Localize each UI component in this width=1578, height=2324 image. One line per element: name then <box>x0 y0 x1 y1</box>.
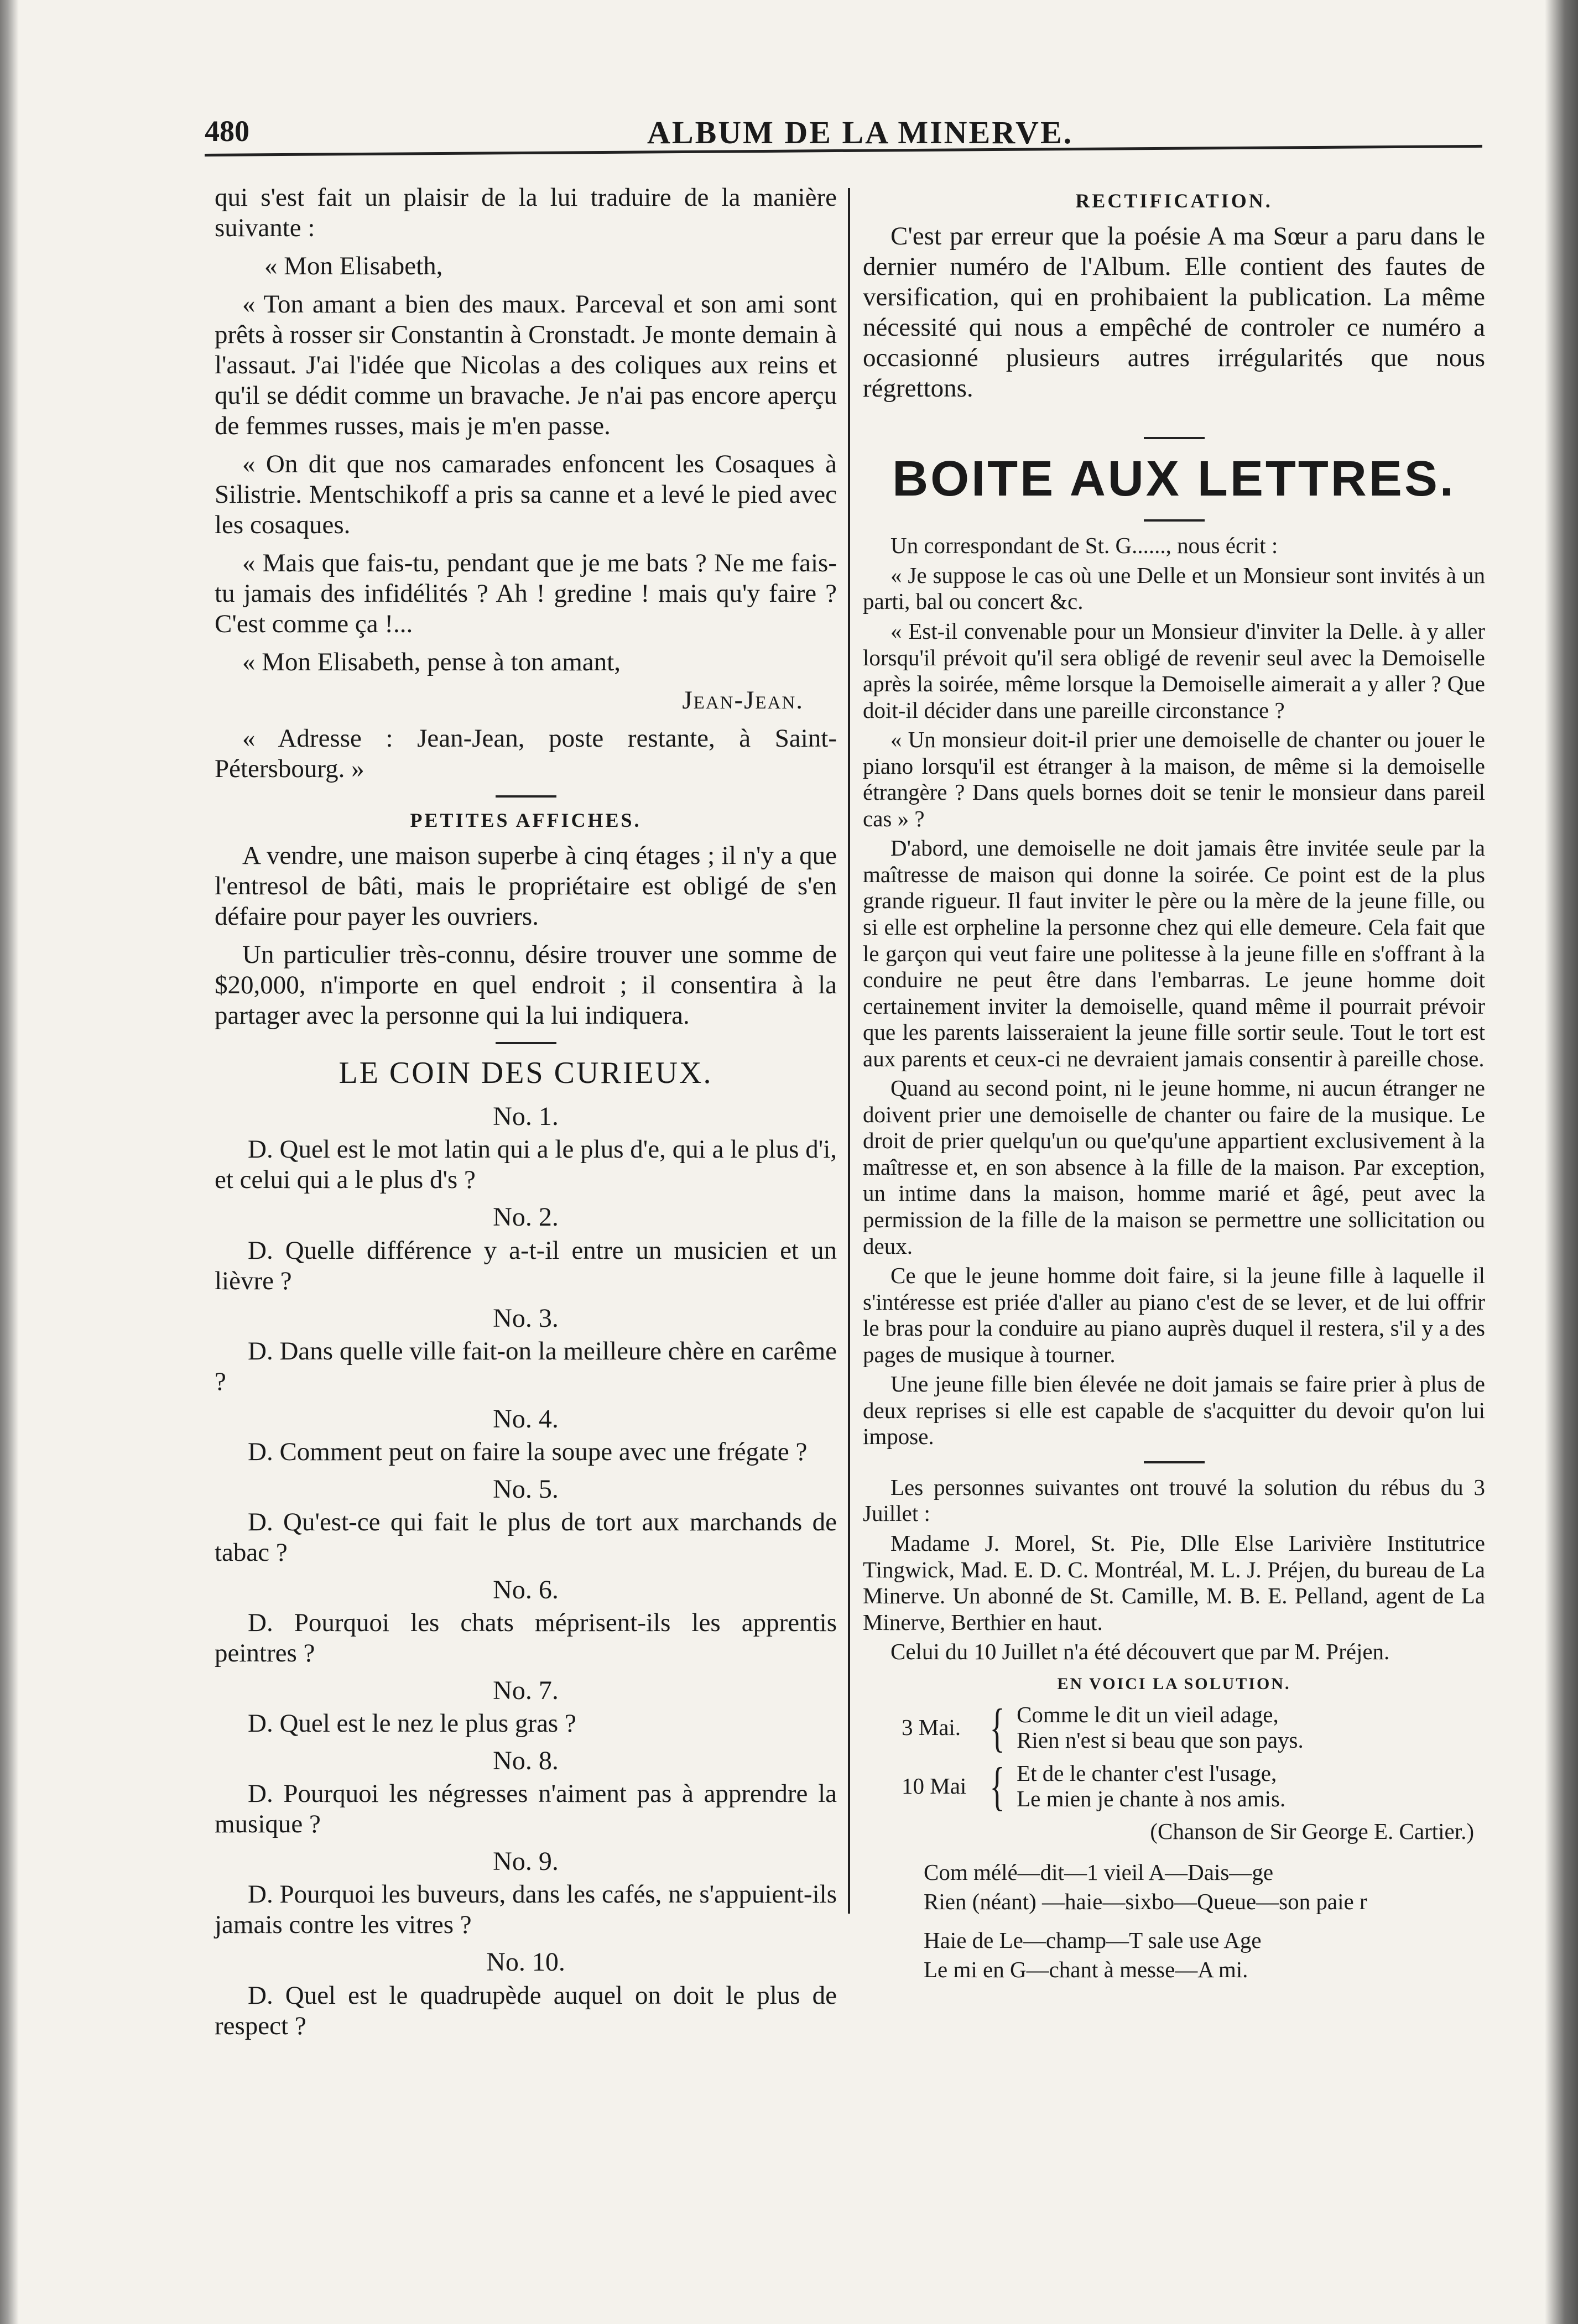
verse-block <box>902 1756 1485 1816</box>
running-title: ALBUM DE LA MINERVE. <box>647 114 1074 150</box>
letter-text: « Un monsieur doit-il prier une demoiselle de chanter ou jouer le piano lorsqu'il est étranger à la maison, de même si la demoiselle étrangère ? Dans quels bornes doit se tenir le monsieur dans pareil cas » ? <box>863 727 1485 831</box>
curieux-title: LE COIN DES CURIEUX. <box>338 1055 713 1090</box>
column-divider <box>848 188 850 1914</box>
boite-title: BOITE AUX LETTRES. <box>892 451 1456 507</box>
solvers-text: Les personnes suivantes ont trouvé la solution du rébus du 3 Juillet : <box>863 1474 1485 1526</box>
verse-block <box>902 1697 1485 1757</box>
verse-date: 10 Mai <box>902 1773 967 1799</box>
letter-text: Un correspondant de St. G......, nous écrit : <box>890 533 1278 559</box>
question-text: D. Quel est le quadrupède auquel on doit le plus de respect ? <box>215 1981 837 2040</box>
question-number: No. 7. <box>493 1676 559 1706</box>
section-rule <box>1144 519 1205 522</box>
letter-intro: qui s'est fait un plaisir de la lui traduire de la manière suivante : <box>215 183 837 242</box>
question-number: No. 2. <box>493 1202 559 1232</box>
verse-date: 3 Mai. <box>902 1714 961 1740</box>
question-number: No. 5. <box>493 1474 559 1504</box>
letter-text: Une jeune fille bien élevée ne doit jamais se faire prier à plus de deux reprises si elle est capable de s'acquitter du devoir qu'on lui impose. <box>863 1371 1485 1450</box>
question-number: No. 3. <box>493 1303 559 1333</box>
question-text: D. Qu'est-ce qui fait le plus de tort aux marchands de tabac ? <box>215 1507 837 1567</box>
question-number: No. 9. <box>493 1847 559 1877</box>
question-text: D. Quelle différence y a-t-il entre un musicien et un lièvre ? <box>215 1236 837 1295</box>
section-rule <box>496 1042 556 1044</box>
song-attribution: (Chanson de Sir George E. Cartier.) <box>1150 1818 1474 1844</box>
verse-line: Et de le chanter c'est l'usage, <box>1017 1760 1277 1786</box>
question-number: No. 4. <box>493 1404 559 1434</box>
letter-paragraph: « Mon Elisabeth, pense à ton amant, <box>242 647 621 676</box>
solvers-text: Celui du 10 Juillet n'a été découvert que par M. Préjen. <box>890 1639 1390 1665</box>
question-text: D. Pourquoi les buveurs, dans les cafés, ne s'appuient-ils jamais contre les vitres ? <box>215 1880 837 1940</box>
verse-line: Le mien je chante à nos amis. <box>1017 1785 1286 1811</box>
rebus-line: Le mi en G—chant à messe—A mi. <box>924 1957 1248 1983</box>
question-number: No. 1. <box>493 1102 559 1132</box>
verse-line: Comme le dit un vieil adage, <box>1017 1701 1279 1727</box>
question-text: D. Dans quelle ville fait-on la meilleure chère en carême ? <box>215 1336 837 1396</box>
affiche-item: Un particulier très-connu, désire trouver une somme de $20,000, n'importe en quel endroit ; il consentira à la partager avec la personne qui la lui indiquera. <box>215 940 837 1030</box>
section-rule <box>1144 437 1205 439</box>
rebus-line: Rien (néant) —haie—sixbo—Queue—son paie r <box>924 1889 1367 1915</box>
letter-signature: Jean-Jean. <box>682 685 804 715</box>
letter-text: « Est-il convenable pour un Monsieur d'inviter la Delle. à y aller lorsqu'il prévoit qu'il sera obligé de revenir seul avec la Demoiselle après la soirée, même lorsque la Demoiselle aimerait a y aller ? Que doit-il décider dans une pareille circonstance ? <box>863 618 1485 723</box>
rebus-line: Com mélé—dit—1 vieil A—Dais—ge <box>924 1859 1274 1885</box>
solution-label: EN VOICI LA SOLUTION. <box>1057 1674 1291 1693</box>
question-number: No. 10. <box>486 1947 565 1977</box>
letter-text: Ce que le jeune homme doit faire, si la jeune fille à laquelle il s'intéresse est priée d'aller au piano c'est de se lever, et de lui offrir le bras pour la conduire au piano auprès duquel il restera, s'il y a des pages de musique à tourner. <box>863 1263 1485 1367</box>
letter-salutation: « Mon Elisabeth, <box>264 251 443 280</box>
question-text: D. Quel est le mot latin qui a le plus d'e, qui a le plus d'i, et celui qui a le plus d's ? <box>215 1135 837 1195</box>
letter-text: « Je suppose le cas où une Delle et un Monsieur sont invités à un parti, bal ou concert &c. <box>863 562 1485 614</box>
solvers-text: Madame J. Morel, St. Pie, Dlle Else Larivière Institutrice Tingwick, Mad. E. D. C. Montréal, M. L. J. Préjen, du bureau de La Minerve. Un abonné de St. Camille, M. B. E. Pelland, agent de La Minerve, Berthier en haut. <box>863 1530 1485 1635</box>
left-column <box>215 183 837 2048</box>
affiche-item: A vendre, une maison superbe à cinq étages ; il n'y a que l'entresol de bâti, mais le propriétaire est obligé de s'en défaire pour payer les ouvriers. <box>215 841 837 931</box>
section-rule <box>1144 1461 1205 1463</box>
letter-paragraph: « On dit que nos camarades enfoncent les Cosaques à Silistrie. Mentschikoff a pris sa canne et a levé le pied avec les cosaques. <box>215 449 837 539</box>
question-text: D. Comment peut on faire la soupe avec une frégate ? <box>248 1437 808 1466</box>
question-number: No. 8. <box>493 1746 559 1776</box>
page-binding-shadow-left <box>0 0 19 2324</box>
letter-address: « Adresse : Jean-Jean, poste restante, à Saint-Pétersbourg. » <box>215 723 837 783</box>
verse-line: Rien n'est si beau que son pays. <box>1017 1727 1304 1753</box>
section-rule <box>496 795 556 798</box>
brace-icon: { <box>989 1697 1005 1757</box>
page-number: 480 <box>205 114 249 148</box>
page-header <box>205 108 1482 158</box>
letter-text: Quand au second point, ni le jeune homme, ni aucun étranger ne doivent prier une demoiselle de chanter ou faire de la musique. Le droit de prier quelqu'un ou que'qu'une appartient exclusivement à la maîtresse et, en son absence à la fille de la maison. Par exception, un intime dans la maison, homme marié et âgé, peut avec la permission de la fille de la maison se permettre une sollicitation ou deux. <box>863 1075 1485 1259</box>
question-text: D. Pourquoi les chats méprisent-ils les apprentis peintres ? <box>215 1608 837 1668</box>
page-edge-shadow-right <box>1545 0 1578 2324</box>
brace-icon: { <box>989 1756 1005 1816</box>
question-number: No. 6. <box>493 1575 559 1604</box>
question-text: D. Pourquoi les négresses n'aiment pas à apprendre la musique ? <box>215 1779 837 1839</box>
letter-text: D'abord, une demoiselle ne doit jamais être invitée seule par la maîtresse de maison qui donne la soirée. Ce point est de la plus grande rigueur. Il faut inviter le père ou la mère de la jeune fille, ou si elle est orpheline la personne chez qui elle demeure. Cela fait que le garçon qui veut faire une politesse à la jeune fille en s'offrant à la conduire ne peut être dans l'embarras. Le jeune homme doit certainement inviter la demoiselle, quand même il pourrait prévoir que les parents laisseraient la jeune fille sortir seule. Tout le tort est aux parents et ceux-ci ne devraient jamais consentir à pareille chose. <box>863 835 1485 1071</box>
rebus-line: Haie de Le—champ—T sale use Age <box>924 1927 1262 1953</box>
question-text: D. Quel est le nez le plus gras ? <box>248 1709 576 1738</box>
right-column <box>863 183 1485 1987</box>
letters-section <box>863 533 1485 1665</box>
rectification-title: RECTIFICATION. <box>1075 190 1273 212</box>
letter-paragraph: « Ton amant a bien des maux. Parceval et son ami sont prêts à rosser sir Constantin à Cronstadt. Je monte demain à l'assaut. J'ai l'idée que Nicolas a des coliques aux reins et qu'il se dédit comme un bravache. Je n'ai pas encore aperçu de femmes russes, mais je m'en passe. <box>215 289 837 440</box>
rectification-text: C'est par erreur que la poésie A ma Sœur a paru dans le dernier numéro de l'Album. Elle contient des fautes de versification, qui en prohibaient la publication. La même nécessité qui nous a empêché de controler ce numéro a occasionné plusieurs autres irrégularités que nous régrettons. <box>863 222 1485 403</box>
letter-paragraph: « Mais que fais-tu, pendant que je me bats ? Ne me fais-tu jamais des infidélités ? Ah ! gredine ! mais qu'y faire ? C'est comme ça !... <box>215 548 837 638</box>
petites-affiches-title: PETITES AFFICHES. <box>410 809 642 831</box>
